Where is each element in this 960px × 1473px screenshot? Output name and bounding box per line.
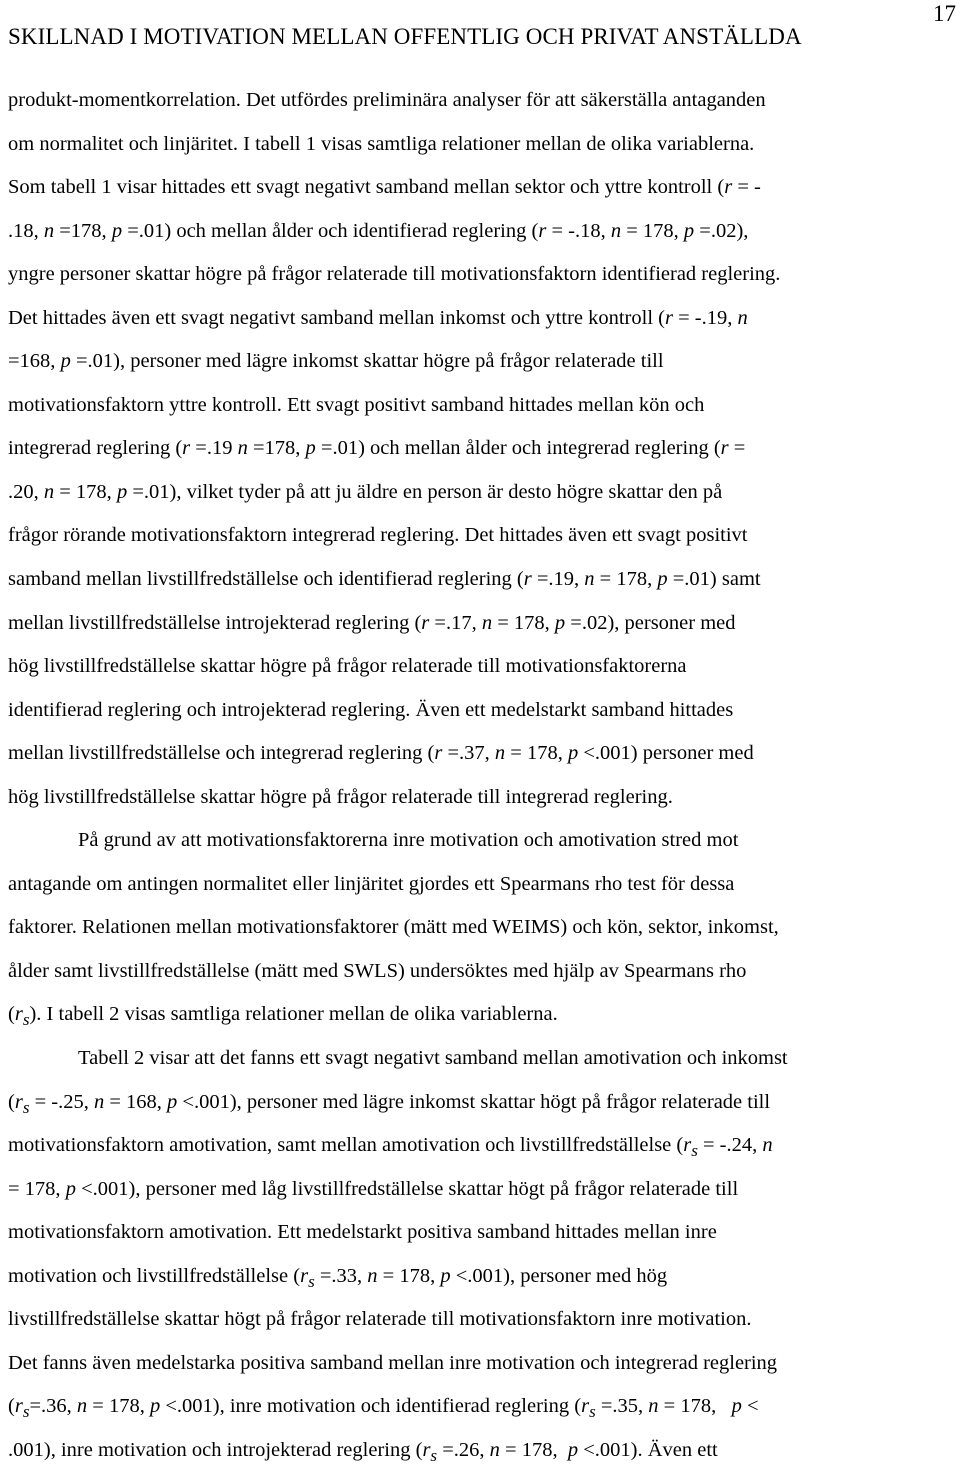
page-number: 17 [933, 1, 956, 26]
text-line: faktorer. Relationen mellan motivationsfaktorer (mätt med WEIMS) och kön, sektor, inkomst, [8, 916, 779, 939]
text-line: frågor rörande motivationsfaktorn integrerad reglering. Det hittades även ett svagt positivt [8, 524, 748, 547]
text-line: mellan livstillfredställelse och integrerad reglering (r =.37, n = 178, p <.001) personer med [8, 742, 754, 765]
text-line: identifierad reglering och introjekterad reglering. Även ett medelstarkt samband hittades [8, 698, 734, 721]
text-line: = 178, p <.001), personer med låg livstillfredställelse skattar högt på frågor relaterade till [8, 1177, 739, 1200]
text-line: .001), inre motivation och introjekterad reglering ($r_s =.26$, n = 178, p <.001). Även ett [8, 1438, 718, 1466]
text-line: Det fanns även medelstarka positiva samband mellan inre motivation och integrerad reglering [8, 1351, 778, 1374]
text-line: ($r_s=.36$, n = 178, p <.001), inre motivation och identifierad reglering ($r_s =.35$, n = 178, p < [8, 1395, 759, 1422]
text-line: $(r_s)$. I tabell 2 visas samtliga relationer mellan de olika variablerna. [8, 1003, 558, 1030]
text-line: .18, n =178, p =.01) och mellan ålder och identifierad reglering (r = -.18, n = 178, p =.02), [8, 219, 749, 242]
text-line: motivationsfaktorn yttre kontroll. Ett svagt positivt samband hittades mellan kön och [8, 393, 705, 416]
text-line: antagande om antingen normalitet eller linjäritet gjordes ett Spearmans rho test för dessa [8, 872, 735, 895]
text-line: om normalitet och linjäritet. I tabell 1 visas samtliga relationer mellan de olika variablerna. [8, 132, 755, 155]
text-line: integrerad reglering (r =.19 n =178, p =.01) och mellan ålder och integrerad reglering (r = [8, 437, 746, 460]
text-line: motivationsfaktorn amotivation. Ett medelstarkt positiva samband hittades mellan inre [8, 1221, 717, 1244]
text-line: yngre personer skattar högre på frågor relaterade till motivationsfaktorn identifierad reglering. [8, 263, 781, 286]
body-text [8, 79, 952, 1473]
text-line: Tabell 2 visar att det fanns ett svagt negativt samband mellan amotivation och inkomst [78, 1047, 788, 1070]
text-line: hög livstillfredställelse skattar högre på frågor relaterade till motivationsfaktorerna [8, 655, 687, 678]
text-line: ($r_s = -.25$, n = 168, p <.001), personer med lägre inkomst skattar högt på frågor relaterade till [8, 1090, 771, 1117]
text-line: Som tabell 1 visar hittades ett svagt negativt samband mellan sektor och yttre kontroll (r = - [8, 176, 761, 199]
text-line: livstillfredställelse skattar högt på frågor relaterade till motivationsfaktorn inre motivation. [8, 1308, 752, 1331]
text-line: På grund av att motivationsfaktorerna inre motivation och amotivation stred mot [78, 829, 739, 852]
text-line: motivation och livstillfredställelse ($r_s =.33$, n = 178, p <.001), personer med hög [8, 1264, 668, 1291]
text-line: Det hittades även ett svagt negativt samband mellan inkomst och yttre kontroll (r = -.19, n [8, 306, 748, 329]
text-line: samband mellan livstillfredställelse och identifierad reglering (r =.19, n = 178, p =.01) samt [8, 568, 761, 591]
text-line: ålder samt livstillfredställelse (mätt med SWLS) undersöktes med hjälp av Spearmans rho [8, 959, 747, 982]
text-line: =168, p =.01), personer med lägre inkomst skattar högre på frågor relaterade till [8, 350, 664, 373]
text-line: hög livstillfredställelse skattar högre på frågor relaterade till integrerad reglering. [8, 785, 673, 808]
text-line: motivationsfaktorn amotivation, samt mellan amotivation och livstillfredställelse ($r_s = -.24$, n [8, 1134, 773, 1161]
running-header: SKILLNAD I MOTIVATION MELLAN OFFENTLIG OCH PRIVAT ANSTÄLLDA [8, 24, 802, 49]
text-line: produkt-momentkorrelation. Det utfördes preliminära analyser för att säkerställa antaganden [8, 89, 766, 111]
text-line: mellan livstillfredställelse introjekterad reglering (r =.17, n = 178, p =.02), personer med [8, 611, 736, 634]
text-line: .20, n = 178, p =.01), vilket tyder på att ju äldre en person är desto högre skattar den på [8, 480, 723, 503]
